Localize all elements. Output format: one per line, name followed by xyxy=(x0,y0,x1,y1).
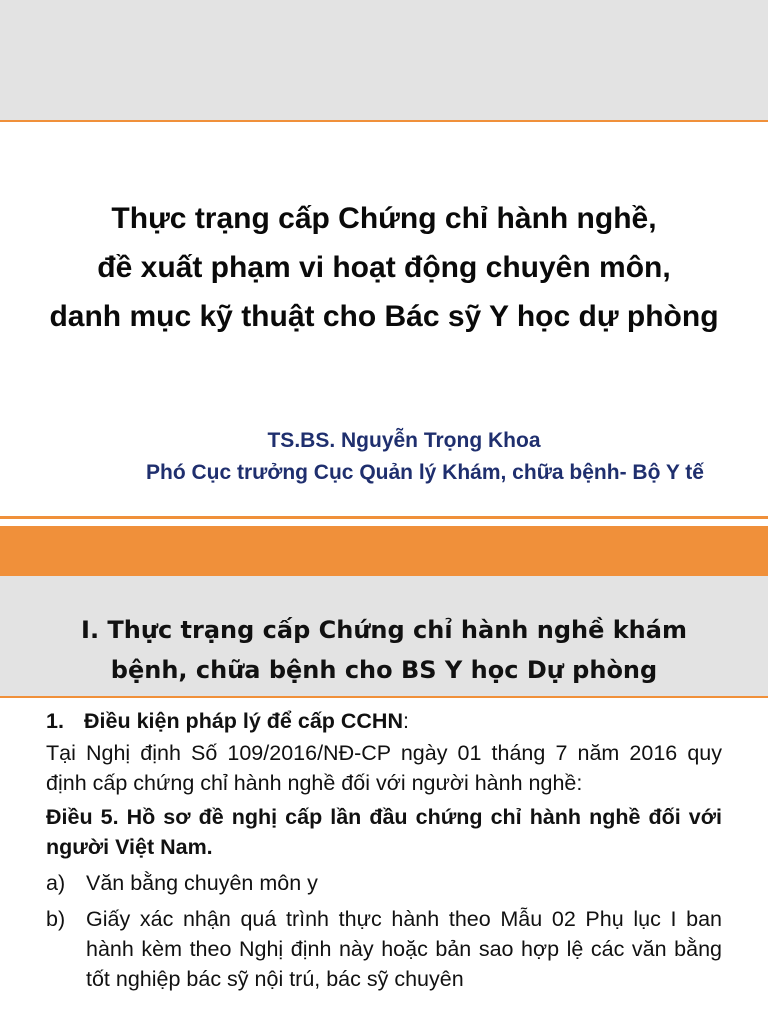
section-title-line-1: I. Thực trạng cấp Chứng chỉ hành nghề khám xyxy=(81,616,687,644)
slide2-divider-line xyxy=(0,696,768,698)
subheading-suffix: : xyxy=(402,709,409,733)
decree-paragraph: Tại Nghị định Số 109/2016/NĐ-CP ngày 01 tháng 7 năm 2016 quy định cấp chứng chỉ hành nghề đối với người hành nghề: xyxy=(46,741,722,795)
slide2-section-title xyxy=(0,610,768,690)
list-item-marker: b) xyxy=(46,907,66,931)
author-name: TS.BS. Nguyễn Trọng Khoa xyxy=(267,429,541,452)
slide1-divider-line xyxy=(0,120,768,122)
author-role: Phó Cục trưởng Cục Quản lý Khám, chữa bệnh- Bộ Y tế xyxy=(146,461,704,484)
author-block xyxy=(110,424,740,487)
subheading-text: Điều kiện pháp lý để cấp CCHN xyxy=(84,709,403,733)
list-item-text: Văn bằng chuyên môn y xyxy=(86,871,318,895)
title-line-1: Thực trạng cấp Chứng chỉ hành nghề, xyxy=(111,202,657,235)
title-line-2: đề xuất phạm vi hoạt động chuyên môn, xyxy=(97,251,671,284)
slide1-footer-band xyxy=(0,526,768,576)
slide1-header-band xyxy=(0,0,768,120)
subheading-number: 1. xyxy=(46,709,64,733)
list-item xyxy=(46,904,722,994)
list-item xyxy=(46,868,722,898)
list-item-marker: a) xyxy=(46,871,66,895)
subheading-legal-conditions xyxy=(46,706,722,736)
article-5-heading: Điều 5. Hồ sơ đề nghị cấp lần đầu chứng chỉ hành nghề đối với người Việt Nam. xyxy=(46,805,722,859)
slide2-body xyxy=(46,706,722,994)
slide-gap xyxy=(0,519,768,526)
title-line-3: danh mục kỹ thuật cho Bác sỹ Y học dự phòng xyxy=(49,300,719,333)
slide1-title xyxy=(0,194,768,341)
section-title-line-2: bệnh, chữa bệnh cho BS Y học Dự phòng xyxy=(110,656,658,684)
list-item-text: Giấy xác nhận quá trình thực hành theo Mẫu 02 Phụ lục I ban hành kèm theo Nghị định này hoặc bản sao hợp lệ các văn bằng tốt nghiệp bác sỹ nội trú, bác sỹ chuyên xyxy=(86,907,722,991)
